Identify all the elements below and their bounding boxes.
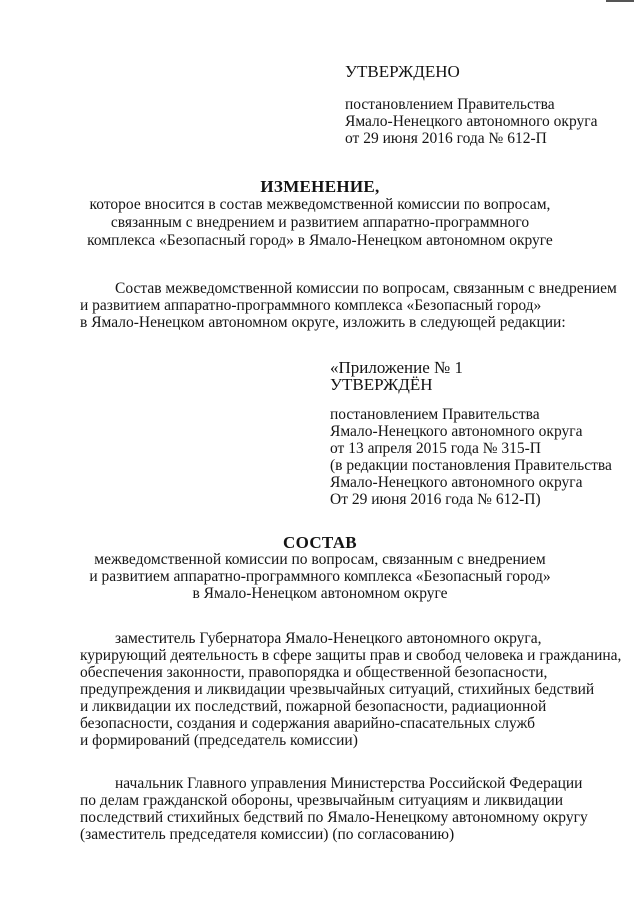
approval-line: Ямало-Ненецкого автономного округа: [345, 113, 598, 130]
approval-line: постановлением Правительства: [345, 96, 555, 113]
appendix-number: «Приложение № 1: [330, 358, 463, 377]
appendix-line: от 13 апреля 2015 года № 315-П: [330, 440, 541, 457]
member1-line: заместитель Губернатора Ямало-Ненецкого автономного округа,: [115, 630, 542, 647]
amendment-heading: ИЗМЕНЕНИЕ,: [260, 177, 380, 196]
appendix-line: постановлением Правительства: [330, 406, 540, 423]
amendment-line: связанным с внедрением и развитием аппаратно-программного: [110, 214, 530, 231]
intro-line: Состав межведомственной комиссии по вопросам, связанным с внедрением: [115, 280, 617, 297]
approval-line: от 29 июня 2016 года № 612-П: [345, 130, 547, 147]
page-edge-mark: [606, 0, 634, 2]
amendment-line: которое вносится в состав межведомственной комиссии по вопросам,: [89, 196, 551, 213]
member1-line: и формирований (председатель комиссии): [80, 732, 358, 749]
appendix-line: Ямало-Ненецкого автономного округа: [330, 423, 583, 440]
member1-line: обеспечения законности, правопорядка и общественной безопасности,: [80, 664, 548, 681]
composition-line: в Ямало-Ненецком автономном округе: [192, 585, 448, 602]
composition-heading: СОСТАВ: [283, 533, 357, 552]
member1-line: безопасности, создания и содержания аварийно-спасательных служб: [80, 715, 535, 732]
appendix-title: УТВЕРЖДЁН: [330, 375, 433, 394]
appendix-line: (в редакции постановления Правительства: [330, 457, 612, 474]
intro-line: в Ямало-Ненецком автономном округе, изложить в следующей редакции:: [80, 314, 566, 331]
amendment-line: комплекса «Безопасный город» в Ямало-Ненецком автономном округе: [87, 232, 553, 249]
intro-line: и развитием аппаратно-программного комплекса «Безопасный город»: [80, 297, 542, 314]
appendix-line: От 29 июня 2016 года № 612-П): [330, 491, 541, 508]
member2-line: начальник Главного управления Министерства Российской Федерации: [115, 775, 583, 792]
composition-line: и развитием аппаратно-программного комплекса «Безопасный город»: [89, 568, 551, 585]
member1-line: курирующий деятельность в сфере защиты прав и свобод человека и гражданина,: [80, 647, 622, 664]
appendix-line: Ямало-Ненецкого автономного округа: [330, 474, 583, 491]
approval-title: УТВЕРЖДЕНО: [345, 62, 460, 81]
composition-line: межведомственной комиссии по вопросам, связанным с внедрением: [94, 551, 546, 568]
member2-line: (заместитель председателя комиссии) (по согласованию): [80, 826, 455, 843]
member1-line: предупреждения и ликвидации чрезвычайных ситуаций, стихийных бедствий: [80, 681, 595, 698]
member2-line: по делам гражданской обороны, чрезвычайным ситуациям и ликвидации: [80, 792, 564, 809]
member2-line: последствий стихийных бедствий по Ямало-Ненецкому автономному округу: [80, 809, 588, 826]
member1-line: и ликвидации их последствий, пожарной безопасности, радиационной: [80, 698, 547, 715]
